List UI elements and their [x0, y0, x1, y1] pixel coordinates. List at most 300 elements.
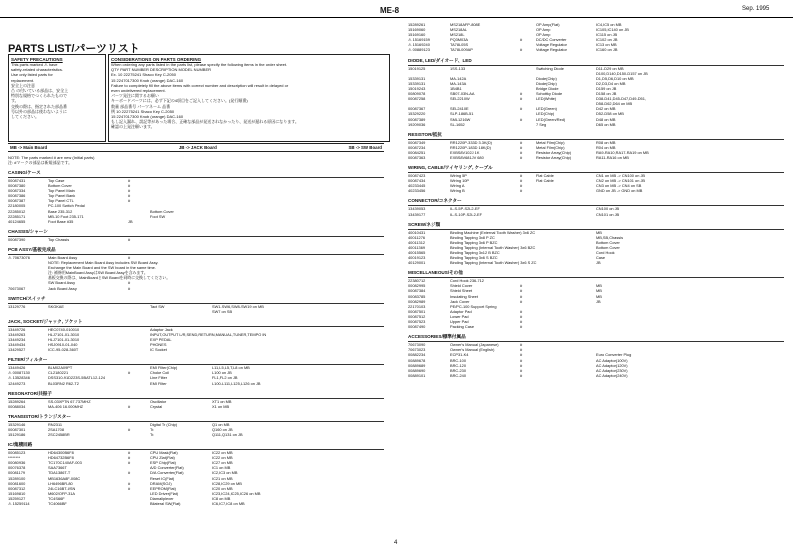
- considerations-line: キーボードパーツには、必ず下記の4項目をご記入してください。(発行順番): [111, 98, 248, 104]
- part-name: Binding Tapping 3x6 S BZC: [450, 255, 498, 261]
- note-line-jp: 注: #マークの部品は新規部品です。: [8, 160, 73, 166]
- part-number: ⚠ 00087130: [8, 370, 30, 376]
- considerations-line: パーツ発注に関するお願い: [111, 93, 159, 99]
- part-location: R04 on MB: [596, 144, 616, 150]
- new-mark: #: [520, 47, 523, 53]
- safety-line: す。: [11, 98, 19, 104]
- section-heading: CASING/ケース: [8, 170, 384, 178]
- considerations-line: 例 10 22275241 Shaco Key C-2050: [111, 108, 175, 114]
- part-number: 15289261: [408, 22, 426, 27]
- part-number: 00085123: [8, 450, 26, 456]
- part-name: Owner's Manual (Japanese): [450, 342, 499, 348]
- part-number: 40129001: [408, 260, 426, 266]
- part-number: 15339131: [408, 75, 426, 81]
- part-name: Upper Pad: [450, 319, 469, 325]
- section-heading: PCB ASSY/基板完成品: [8, 247, 384, 255]
- new-mark: #: [128, 403, 131, 409]
- new-mark: [128, 501, 150, 506]
- part-number: 40124655: [8, 218, 26, 224]
- part-location: [212, 219, 282, 224]
- board-legend: [8, 143, 384, 152]
- new-mark: #: [520, 144, 523, 150]
- part-name: SAA7366T: [48, 465, 67, 471]
- manual-title: ME-8: [380, 6, 400, 15]
- part-name: SML1216W: [450, 116, 471, 122]
- part-description: Flat Cable: [536, 178, 554, 184]
- part-description: Flat Cable: [536, 173, 554, 179]
- part-description: DC/DC Converter: [536, 37, 567, 43]
- part-number: ⚠ 15169159: [408, 37, 430, 43]
- part-description: Tact SW: [150, 303, 165, 309]
- part-description: Bridge Diode: [536, 85, 559, 91]
- part-number: 15339131: [408, 80, 426, 86]
- part-location: AC Adaptor(230V): [596, 367, 628, 373]
- part-location: FL1,FL2 on JB: [212, 375, 238, 381]
- safety-line: replacement.: [11, 77, 35, 83]
- part-description: LED Driver(Flat): [150, 490, 179, 496]
- part-description: A/D Converter(Flat): [150, 465, 184, 471]
- part-name: LH6496BR-80: [48, 480, 73, 486]
- new-mark: #: [128, 188, 131, 194]
- part-number: 15329220: [408, 111, 426, 117]
- new-mark: [128, 381, 150, 386]
- part-number: 00087490: [408, 324, 426, 330]
- part-description: OP Amp: [536, 27, 551, 33]
- new-mark: #: [520, 91, 523, 97]
- part-name: TC170C140AF-003: [48, 460, 82, 466]
- part-number: 15169160: [408, 32, 426, 38]
- part-number: 00088034: [8, 403, 26, 409]
- safety-line: ⚠ の付いている部品は、安全上: [11, 88, 69, 94]
- part-number: 70673067: [8, 285, 26, 291]
- part-number: 22285171: [8, 213, 26, 219]
- part-description: [150, 237, 212, 242]
- section-heading: DIODE, LED/ダイオード、LED: [408, 58, 784, 66]
- part-name: BLM02A09PT: [48, 365, 73, 371]
- part-name: IL-S-10P-S2L2-EF: [450, 211, 483, 217]
- new-mark: #: [520, 183, 523, 189]
- part-number: ⚠ 70673076: [8, 254, 30, 260]
- part-number: 00087390: [8, 236, 26, 242]
- part-name: NOTE: Replacement Main Board Assy includes SW Board Assy.: [48, 260, 159, 266]
- new-mark: #: [128, 426, 131, 432]
- part-number: 00087384: [408, 288, 426, 294]
- part-description: Tr.: [150, 432, 155, 437]
- new-mark: #: [520, 283, 523, 289]
- part-number: 40011276: [408, 234, 426, 240]
- new-mark: [520, 122, 536, 127]
- part-row: [8, 286, 384, 291]
- considerations-line: 数量 部品番号 パーツネーム 品番: [111, 103, 171, 109]
- part-location: RA11-RA16 on MB: [596, 154, 629, 160]
- new-mark: [128, 432, 150, 437]
- part-name: HSJ0910-01-040: [48, 342, 78, 348]
- part-number: 00087349: [408, 139, 426, 145]
- part-description: EEPROM(Flat): [150, 485, 176, 491]
- part-description: Diode(Chip): [536, 80, 557, 86]
- part-name: Jack Board Assy: [48, 285, 77, 291]
- part-name: Exchange the Main Board and the SW board in the same time.: [48, 265, 156, 271]
- part-number: 00087258: [408, 96, 426, 102]
- part-row: [408, 324, 784, 329]
- part-number: 70673023: [408, 347, 426, 353]
- part-description: [536, 188, 596, 193]
- part-name: ICC-95-028-360T: [48, 347, 79, 353]
- safety-title: SAFETY PRECAUTIONS: [11, 57, 63, 62]
- part-location: D38-D41,D45-D47,D49-D51,: [596, 96, 646, 102]
- header-divider: [0, 17, 793, 18]
- new-mark: #: [520, 313, 523, 319]
- new-mark: #: [128, 193, 131, 199]
- part-number: 13449234: [8, 336, 26, 342]
- new-mark: #: [520, 324, 523, 330]
- part-location: CN1 on MB -> CN100 on JB: [596, 173, 645, 179]
- part-location: IC160 on JB: [596, 47, 618, 53]
- part-location: MB: [596, 229, 602, 235]
- part-number: 00087431: [8, 178, 26, 183]
- part-name: 1B4B1: [450, 85, 462, 91]
- part-name: Binding Machine (External Tooth Washer) 3x6 ZC: [450, 229, 536, 235]
- part-location: D65 on MB: [596, 121, 616, 127]
- part-location: IC13 on MB: [596, 42, 617, 48]
- part-location: D58-D62,D64 on MB: [596, 101, 633, 107]
- new-mark: #: [520, 293, 523, 299]
- part-description: [536, 373, 596, 378]
- part-number: 22180005: [8, 203, 26, 209]
- safety-precautions-box: [8, 54, 106, 142]
- new-mark: #: [520, 367, 523, 373]
- part-name: RN2311: [48, 421, 62, 427]
- new-mark: JB: [128, 218, 133, 224]
- new-mark: [520, 260, 536, 265]
- part-location: IC6,IC7,IC8 on MB: [212, 501, 245, 507]
- part-location: CN101 on JB: [596, 211, 620, 217]
- part-number: 00081600: [8, 480, 26, 486]
- part-name: Cord Hook 236-712: [450, 278, 484, 284]
- part-location: L100-L111,L125,L126 on JB: [212, 380, 261, 386]
- part-description: OP Amp: [536, 32, 551, 38]
- right-parts-column: [408, 22, 784, 378]
- part-name: Wiring A: [450, 183, 465, 189]
- part-name: IL-S-5P-S2L2-EF: [450, 206, 480, 212]
- part-description: INPUT,OUTPUT L/R,SEND,RETURN,MANUAL,TUNER,TEMPO IN: [150, 331, 267, 337]
- part-location: [212, 286, 282, 291]
- part-number: 19209036: [408, 121, 426, 127]
- new-mark: #: [520, 139, 523, 145]
- part-description: LED(Chip): [536, 111, 555, 117]
- part-location: D42 on MB: [596, 106, 616, 112]
- part-description: [536, 260, 596, 265]
- part-description: Crystal: [150, 403, 163, 409]
- part-name: Owner's Manual (English): [450, 347, 495, 353]
- parts-list-title: PARTS LIST/パーツリスト: [8, 43, 140, 55]
- part-name: Binding Tapping 3x6 P BZC: [450, 239, 498, 245]
- part-number: 00087434: [408, 178, 426, 184]
- new-mark: [128, 347, 150, 352]
- considerations-line: 確認の上発注願います。: [111, 124, 155, 130]
- part-name: Packing Case: [450, 324, 475, 330]
- part-number: ⚠ 15169240: [408, 42, 430, 48]
- part-number: ⚠ 00889123: [408, 47, 430, 53]
- part-number: 22170103: [408, 303, 426, 309]
- part-name: MA-143A: [450, 80, 467, 86]
- considerations-title: CONSIDERATIONS ON PARTS ORDERING: [111, 57, 202, 62]
- part-description: Schottky Diode: [536, 91, 563, 97]
- part-name: TA78L009AP: [450, 47, 473, 53]
- part-name: HEC0740-010010: [48, 326, 80, 332]
- part-number: 15289100: [8, 475, 26, 481]
- part-location: L11,L5,L5,T,L8 on MB: [212, 365, 250, 371]
- part-name: TDA1386T-T: [48, 470, 71, 476]
- notes: [8, 155, 384, 165]
- section-heading: RESONATOR/共振子: [8, 391, 384, 399]
- new-mark: #: [128, 280, 131, 286]
- part-name: PQ3M03A: [450, 37, 468, 43]
- part-description: Diamaliplexer: [150, 495, 174, 501]
- part-number: 40233445: [408, 183, 426, 189]
- part-number: 40015565: [408, 250, 426, 255]
- part-number: 00087234: [408, 144, 426, 150]
- part-description: Switching Diode: [536, 65, 564, 71]
- part-name: Jack Cover: [450, 298, 470, 304]
- new-mark: #: [520, 37, 523, 43]
- part-description: EMI Filter: [150, 380, 167, 386]
- part-row: [8, 501, 384, 506]
- part-name: SS-03XPTN 67.737MHZ: [48, 398, 91, 404]
- part-row: [408, 122, 784, 127]
- section-heading: SCREW/ネジ類: [408, 222, 784, 230]
- part-description: Metal Film(Chip): [536, 139, 565, 145]
- considerations-line: Ex. 10 22275241 Shaco Key C-2050: [111, 72, 176, 78]
- part-location: MB: [596, 283, 602, 289]
- considerations-line: Failure to completely fill the above items with correct number and description will result in delayed or: [111, 82, 289, 88]
- part-location: D11-D29 on MB: [596, 65, 624, 71]
- part-number: 40019123: [408, 255, 426, 261]
- part-location: IC22 on MB: [212, 455, 233, 461]
- part-location: Bottom Cover: [596, 244, 620, 250]
- considerations-line: 15 2247017300 Knob (orange) DAC-160: [111, 114, 184, 120]
- part-row: [408, 188, 784, 193]
- part-description: CPU Mask(Flat): [150, 450, 178, 456]
- safety-line: 特別な規格でつくられたもので: [11, 93, 67, 99]
- part-number: 40010431: [408, 229, 426, 235]
- part-name: CL2180221: [48, 370, 69, 376]
- part-location: CN3 on MB -> CN4 on SB: [596, 183, 642, 189]
- new-mark: #: [128, 285, 131, 291]
- part-location: IC20 on MB: [212, 485, 233, 491]
- legend-jack-board: JB -> JACK Board: [178, 145, 217, 150]
- section-heading: WIRING, CABLE/ワイヤリング, ケーブル: [408, 165, 784, 173]
- part-row: [8, 347, 384, 352]
- part-number: 00087523: [408, 319, 426, 325]
- part-row: [8, 309, 384, 314]
- part-row: [8, 237, 384, 242]
- considerations-line: QTY PART NUMBER DESCRIPTION MODEL NUMBER: [111, 67, 212, 73]
- section-heading: IC/集積回路: [8, 442, 384, 450]
- section-heading: CONNECTOR/コネクター: [408, 198, 784, 206]
- part-number: 00087501: [408, 308, 426, 314]
- part-location: IC2,IC3 on MB: [212, 470, 238, 476]
- part-number: 00084251: [408, 149, 426, 155]
- part-location: IC23,IC24,IC25,IC26 on MB: [212, 490, 261, 496]
- part-name: 2SC2458BR: [48, 432, 70, 437]
- part-location: IC21 on MB: [212, 475, 233, 481]
- part-name: EXBS8V102J 1K: [450, 149, 480, 155]
- new-mark: #: [128, 236, 131, 242]
- part-name: MB1636A8F-008C: [48, 475, 81, 481]
- part-name: Top Chassis: [48, 236, 70, 242]
- part-location: AC Adaptor(120V): [596, 362, 628, 368]
- new-mark: #: [520, 96, 523, 102]
- part-name: MS218L: [450, 32, 465, 38]
- new-mark: #: [128, 370, 131, 376]
- part-description: Tr.: [150, 426, 155, 432]
- part-location: R08 on MB: [596, 139, 616, 145]
- part-name: Main Board Assy: [48, 254, 78, 260]
- safety-line: 安全上の注意: [11, 82, 35, 88]
- part-location: MB: [596, 293, 602, 299]
- part-location: D52-D58 on MB: [596, 111, 624, 117]
- part-location: SW7 on SB: [212, 308, 233, 314]
- part-number: 00087334: [8, 188, 26, 194]
- part-location: AC Adaptor(240V): [596, 372, 628, 378]
- part-name: Lower Pad: [450, 313, 469, 319]
- part-description: ESP Chip(Flat): [150, 460, 176, 466]
- part-name: MS218AL: [450, 27, 468, 33]
- safety-text: [11, 62, 103, 119]
- part-name: Binding Tapping 3x12 B BZC: [450, 250, 500, 255]
- part-number: 00082989: [408, 298, 426, 304]
- new-mark: #: [520, 188, 523, 194]
- part-description: Voltage Regulator: [536, 47, 567, 53]
- part-description: DRAM(SOJ): [150, 480, 172, 486]
- new-mark: #: [128, 455, 131, 461]
- part-name: Bottom Cover: [48, 183, 72, 189]
- part-name: BRC-240: [450, 372, 467, 378]
- part-row: [408, 47, 784, 52]
- new-mark: #: [128, 470, 131, 476]
- new-mark: #: [520, 362, 523, 368]
- part-name: TC4066BF: [48, 501, 67, 507]
- new-mark: #: [520, 308, 523, 314]
- part-description: CPU Zlat(Flat): [150, 455, 175, 461]
- part-location: JB: [596, 260, 601, 266]
- part-number: 13449426: [8, 365, 26, 371]
- part-name: TA78L05S: [450, 42, 469, 48]
- part-number: 15169060: [408, 27, 426, 33]
- new-mark: #: [520, 352, 523, 358]
- part-row: [8, 404, 384, 409]
- part-number: 00087512: [408, 313, 426, 319]
- part-name: Adaptor Pad: [450, 308, 472, 314]
- new-mark: #: [520, 372, 523, 378]
- section-heading: RESISTOR/抵抗: [408, 132, 784, 140]
- part-description: D/A Converter(Flat): [150, 470, 184, 476]
- new-mark: [520, 212, 536, 217]
- part-name: Top Panel CTL: [48, 198, 74, 204]
- part-name: TC4S66F: [48, 495, 65, 501]
- left-parts-column: [8, 165, 384, 506]
- new-mark: #: [128, 178, 131, 183]
- part-description: Resistor Array(Chip): [536, 154, 572, 160]
- part-description: Bilateral SW(Flat): [150, 501, 181, 507]
- new-mark: #: [520, 298, 523, 304]
- section-heading: FILTER/フィルター: [8, 357, 384, 365]
- new-mark: #: [520, 149, 523, 155]
- part-name: HD64300B6F8: [48, 450, 74, 456]
- part-name: Top Panel Main: [48, 188, 75, 194]
- part-row: [408, 155, 784, 160]
- part-description: Reset IC(Flat): [150, 475, 175, 481]
- part-description: IC Socket: [150, 347, 167, 353]
- part-location: [596, 324, 674, 329]
- part-number: 00889689: [408, 362, 426, 368]
- part-name: Binding Tapping (Internal Tooth Washer) 3x6 S ZC: [450, 260, 537, 266]
- part-location: RA9-RA10,RA17-RA19 on MB: [596, 149, 649, 155]
- safety-line: してください。: [11, 114, 39, 120]
- safety-line: This parts marked ⚠ have: [11, 62, 58, 67]
- part-description: [150, 286, 212, 291]
- part-location: CN100 on JB: [596, 206, 620, 212]
- part-name: Foot Base #35: [48, 218, 74, 224]
- part-name: MB-10 Foot 235-171: [48, 213, 84, 219]
- part-name: SW Board Assy: [48, 280, 76, 286]
- new-mark: #: [128, 450, 131, 456]
- new-mark: #: [128, 480, 131, 486]
- part-number: 13429527: [8, 347, 26, 353]
- part-description: LED(White): [536, 96, 557, 102]
- part-number: ⚠ 13528346: [8, 375, 30, 381]
- part-location: Q160 on JB: [212, 426, 233, 432]
- part-number: 40011312: [408, 239, 426, 245]
- part-number: 00809078: [408, 91, 426, 97]
- part-description: [150, 309, 212, 314]
- part-number: 00087423: [408, 173, 426, 179]
- considerations-line: もし記入漏れ、誤記等があった場合、正確な部品が発送されなかったり、発送が遅れる原因になります。: [111, 119, 299, 125]
- part-name: 1SS-133: [450, 65, 466, 71]
- new-mark: #: [520, 357, 523, 363]
- part-location: L100 on JB: [212, 370, 232, 376]
- part-number: 13439053: [408, 206, 426, 212]
- part-description: Metal Film(Chip): [536, 144, 565, 150]
- part-number: 12449273: [8, 380, 26, 386]
- part-location: JB: [596, 298, 601, 304]
- part-location: IC28,IC29 on MB: [212, 480, 242, 486]
- page-number: 4: [394, 540, 398, 546]
- part-number: 70673090: [408, 342, 426, 348]
- part-name: Wiring B: [450, 188, 465, 194]
- part-location: IC27 on MB: [212, 460, 233, 466]
- part-location: D2,D3,D4 on MB: [596, 80, 626, 86]
- part-number: 00087363: [408, 154, 426, 160]
- part-name: SEL2410E: [450, 106, 469, 112]
- note-line-en: NOTE: The parts marked # are new (Initial parts): [8, 155, 95, 160]
- part-number: 22285012: [8, 208, 26, 214]
- part-location: IC102 on JB: [596, 37, 618, 43]
- part-name: BRC-230: [450, 367, 467, 373]
- part-location: IC1 on MB: [212, 465, 231, 471]
- part-name: Wiring 10P: [450, 178, 470, 184]
- part-location: Case: [596, 255, 606, 261]
- part-number: 00080936: [8, 460, 26, 466]
- part-description: Oscillator: [150, 398, 167, 404]
- part-number: 13449726: [8, 326, 26, 332]
- considerations-line: When ordering any parts listed in the parts list, please specify the following items in the order sheet.: [111, 62, 288, 67]
- section-heading: SWITCH/スイッチ: [8, 296, 384, 304]
- new-mark: #: [520, 288, 523, 294]
- part-number: 15169810: [8, 490, 26, 496]
- part-number: 13439177: [408, 211, 426, 217]
